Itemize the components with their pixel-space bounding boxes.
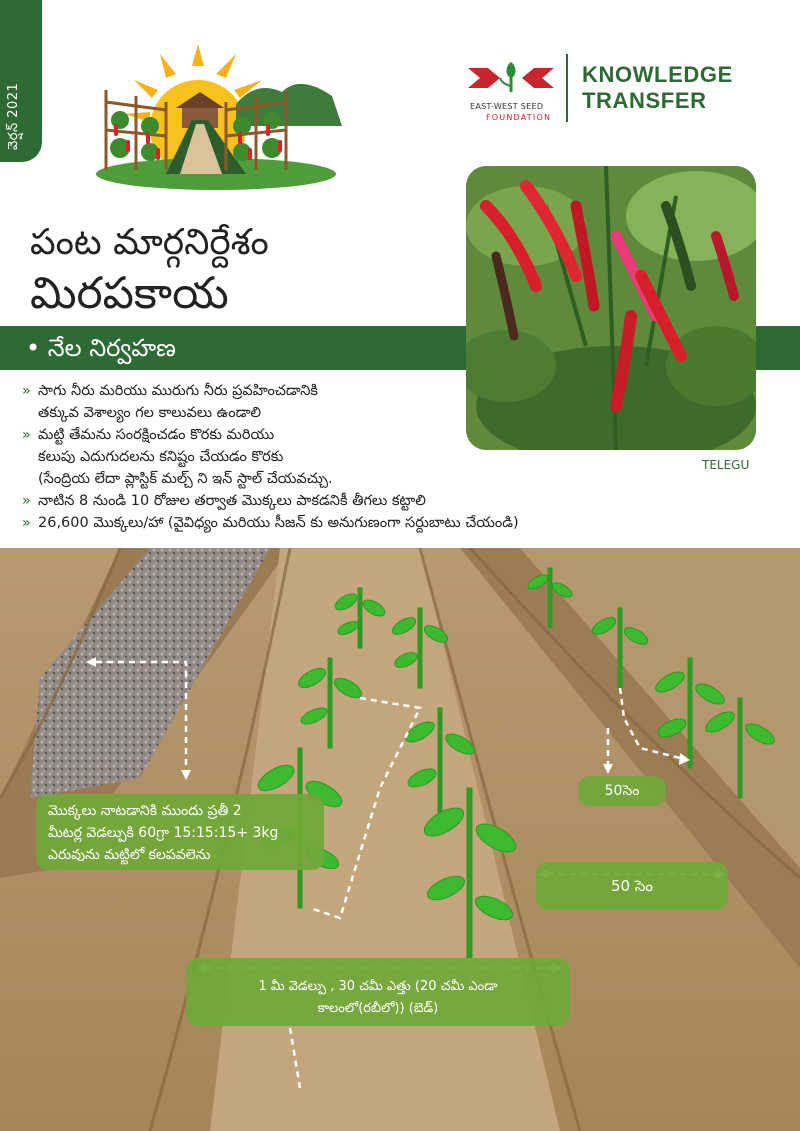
- list-item: [22, 380, 702, 402]
- org-name: EAST-WEST SEED: [470, 102, 544, 111]
- list-item-text: తక్కువ వెశాల్యం గల కాలువలు ఉండాలి: [38, 405, 262, 421]
- list-item-text: (సేంద్రియ లేదా ప్లాస్టిక్ మల్చ్ ని ఇన్ స్టాల్ చేయవచ్చు.: [38, 471, 333, 487]
- soil-management-list: [22, 380, 702, 534]
- guide-title: పంట మార్గనిర్దేశం: [30, 222, 269, 263]
- list-item: [22, 512, 702, 534]
- section-title: • నేల నిర్వహణ: [26, 334, 176, 362]
- list-item: [22, 446, 702, 468]
- fertilizer-line: మీటర్ల వెడల్పుకి 60గ్రా 15:15:15+ 3kg: [48, 825, 279, 841]
- list-item: [22, 402, 702, 424]
- row-spacing-callout: 50సెం: [578, 776, 666, 806]
- section-header: [0, 326, 800, 370]
- east-west-seed-logo-icon: [466, 56, 556, 100]
- bullet-mark: »: [22, 383, 31, 399]
- list-item-text: నాటిన 8 నుండి 10 రోజుల తర్వాత మొక్కలు పాకడనికీ తీగలు కట్టాలి: [38, 493, 426, 509]
- list-item: [22, 490, 702, 512]
- fertilizer-line: మొక్కలు నాటడానికి ముందు ప్రతీ 2: [48, 803, 242, 819]
- section-bar-right: [756, 326, 800, 370]
- bed-dimension-line: కాలంలో(రబీలో)) (బెడ్): [317, 1001, 439, 1016]
- bullet-mark: »: [22, 427, 31, 443]
- bullet-mark: »: [22, 493, 31, 509]
- plant-spacing-callout: 50 సెం: [536, 862, 728, 910]
- header-divider: [566, 54, 568, 122]
- bullet-mark: »: [22, 515, 31, 531]
- program-title-line2: TRANSFER: [582, 88, 707, 113]
- list-item: [22, 468, 702, 490]
- fertilizer-callout: [36, 794, 324, 870]
- language-label: TELEGU: [702, 458, 750, 472]
- crop-name: మిరపకాయ: [30, 268, 229, 319]
- list-item-text: కలుపు ఎదుగుదలను కనిష్టం చేయడం కొరకు: [38, 449, 284, 465]
- farm-illustration-icon: [96, 40, 346, 190]
- org-subtitle: FOUNDATION: [486, 113, 552, 122]
- list-item-text: సాగు నీరు మరియు మురుగు నీరు ప్రవహించడానికి: [38, 383, 318, 399]
- version-label: వెర్షన్ 2021: [6, 82, 21, 150]
- list-item-text: 26,600 మొక్కలు/హా (వైవిధ్యం మరియు సీజన్ కు అనుగుణంగా సర్దుబాటు చేయండి): [38, 515, 519, 531]
- list-item-text: మట్టి తేమను సంరక్షించడం కొరకు మరియు: [38, 427, 275, 443]
- bed-dimension-callout: [186, 958, 570, 1026]
- version-tab: [0, 0, 42, 162]
- fertilizer-line: ఎరువును మట్టిలో కలపవలెను: [48, 847, 211, 863]
- program-title-line1: KNOWLEDGE: [582, 62, 733, 87]
- bed-dimension-line: 1 మీ వెడల్పు , 30 చమీ ఎత్తు (20 చమీ ఎండా: [258, 979, 498, 994]
- list-item: [22, 424, 702, 446]
